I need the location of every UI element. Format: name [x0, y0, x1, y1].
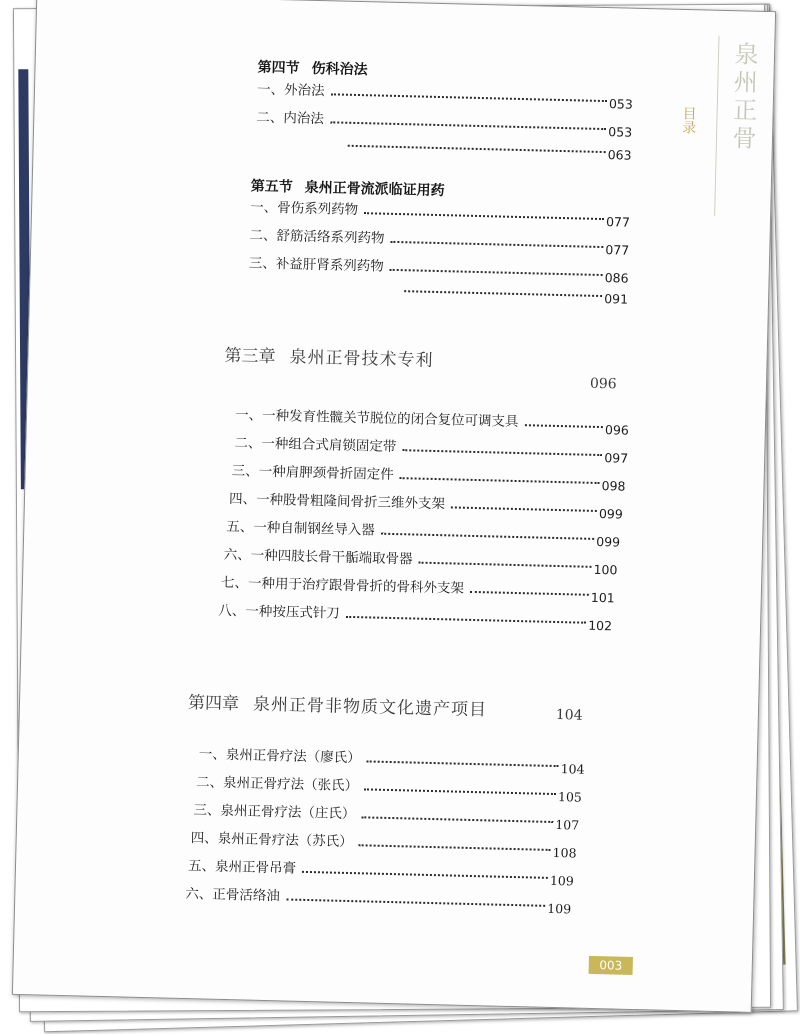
toc-page [12, 0, 776, 1013]
chapter-title: 泉州正骨非物质文化遗产项目 [252, 694, 488, 721]
toc-label: 六、一种四肢长骨干骺端取骨器 [223, 546, 413, 568]
dot-leader [381, 532, 595, 540]
dot-leader [364, 211, 604, 220]
toc-page-number: 099 [598, 506, 623, 522]
chapter-page-number: 096 [589, 375, 617, 393]
toc-label: 一、泉州正骨疗法（廖氏） [198, 746, 361, 767]
dot-leader [390, 240, 603, 248]
toc-row[interactable] [220, 571, 615, 606]
toc-label: 五、一种自制钢丝导入器 [226, 518, 376, 539]
dot-leader [348, 144, 606, 153]
chapter-heading [188, 688, 488, 720]
toc-row[interactable] [342, 136, 632, 163]
dot-leader [361, 815, 553, 823]
footer-page-number: 003 [589, 956, 633, 975]
dot-leader [330, 120, 607, 130]
toc-row[interactable] [195, 770, 583, 805]
toc-page-number: 109 [549, 872, 575, 889]
toc-label: 二、内治法 [256, 109, 325, 128]
chapter-title: 泉州正骨技术专利 [289, 347, 434, 371]
toc-row[interactable] [185, 882, 572, 917]
section-title: 泉州正骨流派临证用药 [304, 179, 445, 200]
toc-row[interactable] [223, 543, 618, 578]
toc-page-number: 108 [552, 844, 577, 861]
toc-label: 七、一种用于治疗跟骨骨折的骨科外支架 [220, 574, 465, 597]
dot-leader [330, 92, 607, 102]
dot-leader [346, 615, 587, 624]
toc-label: 一、骨伤系列药物 [249, 199, 359, 219]
dot-leader [470, 590, 589, 596]
dot-leader [367, 759, 559, 767]
dot-leader [524, 423, 603, 428]
toc-page-number: 105 [557, 789, 583, 805]
toc-page-number: 100 [593, 561, 618, 578]
dot-leader [400, 476, 600, 484]
toc-row[interactable] [249, 195, 631, 230]
toc-page-number: 091 [604, 291, 629, 307]
toc-row[interactable] [256, 106, 633, 140]
toc-row[interactable] [218, 599, 613, 634]
toc-page-number: 099 [596, 533, 621, 550]
section-number: 第四节 [257, 59, 300, 77]
dot-leader [419, 561, 592, 568]
toc-page-number: 086 [604, 270, 629, 286]
dot-leader [451, 505, 597, 512]
toc-label: 三、泉州正骨疗法（庄氏） [193, 802, 356, 823]
toc-row[interactable] [234, 403, 630, 438]
toc-label: 五、泉州正骨吊膏 [187, 858, 297, 877]
toc-row[interactable] [198, 742, 585, 777]
chapter-heading [224, 341, 434, 371]
chapter-number: 第三章 [224, 345, 276, 368]
dot-leader [390, 268, 603, 276]
toc-page-number: 077 [605, 242, 630, 258]
toc-label: 二、泉州正骨疗法（张氏） [195, 774, 359, 795]
toc-page-number: 077 [605, 214, 631, 230]
toc-row[interactable] [256, 78, 633, 112]
dot-leader [364, 787, 556, 795]
running-title: 泉州正骨 [727, 41, 759, 154]
toc-label: 三、补益肝肾系列药物 [248, 255, 384, 275]
toc-page-number: 063 [607, 147, 632, 163]
toc-row[interactable] [234, 431, 629, 466]
dot-leader [286, 897, 546, 906]
section-heading [257, 57, 367, 80]
toc-label: 四、一种股骨粗隆间骨折三维外支架 [228, 490, 446, 513]
toc-page-number: 102 [588, 617, 613, 634]
toc-page-number: 098 [601, 478, 626, 494]
section-title: 伤科治法 [311, 60, 368, 79]
toc-page-number: 107 [555, 817, 580, 833]
toc-label: 六、正骨活络油 [185, 886, 281, 905]
chapter-number: 第四章 [187, 693, 240, 715]
toc-row[interactable] [249, 223, 630, 258]
dot-leader [402, 448, 602, 456]
toc-row[interactable] [228, 487, 623, 522]
toc-page-number: 097 [604, 450, 629, 466]
toc-row[interactable] [248, 251, 629, 286]
toc-page-number: 104 [560, 761, 585, 777]
toc-label: 二、舒筋活络系列药物 [249, 227, 385, 247]
toc-label: 一、一种发育性髋关节脱位的闭合复位可调支具 [234, 407, 519, 431]
toc-label: 八、一种按压式针刀 [218, 602, 340, 622]
section-number: 第五节 [250, 178, 293, 196]
toc-page-number: 101 [590, 589, 615, 606]
toc-page-number: 053 [608, 124, 633, 140]
toc-row[interactable] [187, 854, 575, 889]
toc-row[interactable] [193, 798, 580, 833]
dot-leader [302, 870, 548, 879]
toc-row[interactable] [190, 826, 577, 861]
toc-content [13, 0, 775, 1012]
toc-mark: 目录 [680, 105, 697, 135]
toc-label: 三、一种肩胛颈骨折固定件 [231, 463, 394, 483]
chapter-page-number: 104 [555, 707, 583, 724]
toc-page-number: 053 [608, 96, 633, 112]
toc-label: 一、外治法 [256, 81, 325, 100]
toc-row[interactable] [231, 459, 626, 494]
dot-leader [404, 289, 602, 297]
dot-leader [359, 843, 551, 851]
toc-page-number: 109 [547, 900, 572, 917]
toc-row[interactable] [226, 515, 621, 550]
toc-page-number: 096 [604, 422, 630, 438]
toc-row[interactable] [398, 281, 629, 307]
toc-label: 二、一种组合式肩锁固定带 [234, 435, 397, 456]
toc-label: 四、泉州正骨疗法（苏氏） [190, 830, 353, 851]
